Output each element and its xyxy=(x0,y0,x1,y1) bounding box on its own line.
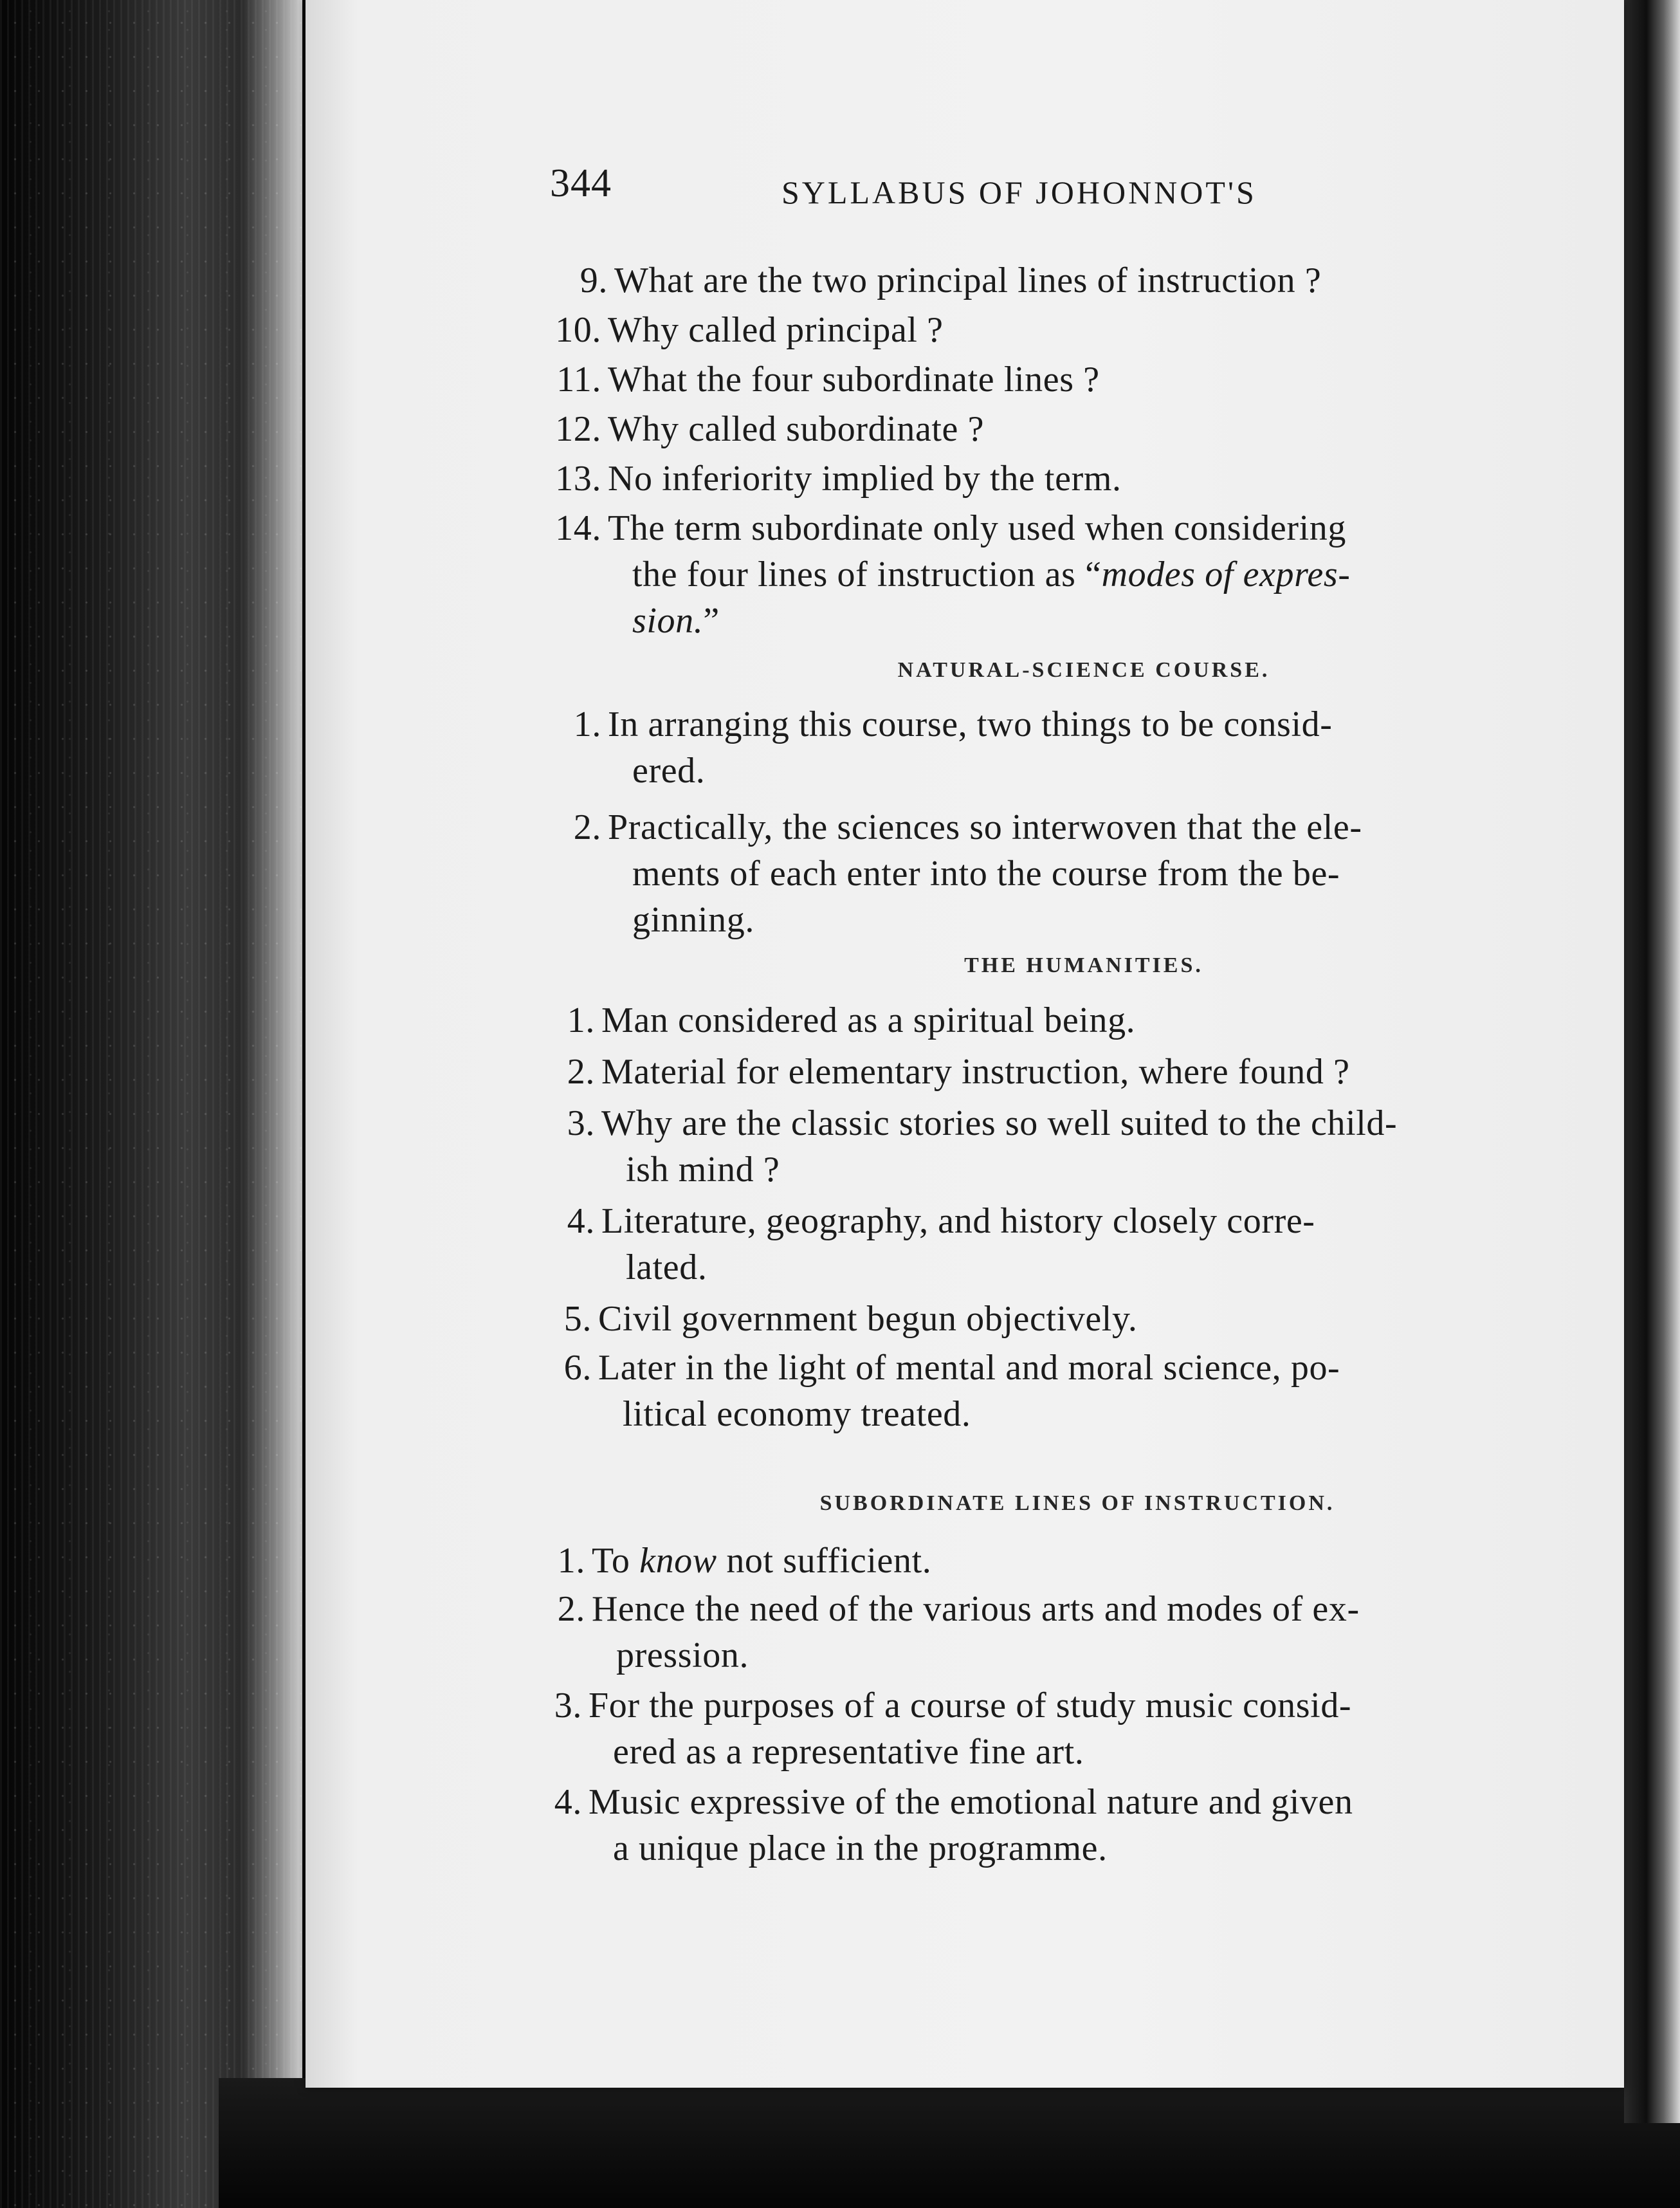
page-text xyxy=(306,0,1624,2088)
item-text: Hence the need of the various arts and modes of ex- xyxy=(592,1589,1360,1629)
item-text xyxy=(592,1538,1611,1584)
right-page-edge xyxy=(1624,0,1680,2123)
item-number: 3. xyxy=(554,1686,582,1725)
item-text-continued: ments of each enter into the course from the be- xyxy=(632,854,1340,894)
list-item xyxy=(556,356,1611,403)
item-number: 9. xyxy=(580,261,608,300)
item-text: Why called principal ? xyxy=(608,310,944,350)
item-number: 1. xyxy=(567,1000,595,1040)
list-item xyxy=(555,455,1611,502)
list-item xyxy=(557,1538,1611,1584)
item-text-continued: pression. xyxy=(616,1635,749,1675)
section-heading: THE HUMANITIES. xyxy=(964,953,1203,977)
list-item xyxy=(580,257,1618,304)
item-text: The term subordinate only used when considering xyxy=(608,508,1346,548)
list-item xyxy=(555,505,1611,644)
book-page xyxy=(306,0,1624,2088)
section-heading: SUBORDINATE LINES OF INSTRUCTION. xyxy=(819,1491,1335,1515)
item-text: Later in the light of mental and moral science, po- xyxy=(598,1348,1340,1388)
item-text: What are the two principal lines of instruction ? xyxy=(614,261,1322,300)
item-text-continued: ginning. xyxy=(632,900,754,940)
page-header xyxy=(550,161,1618,219)
page-bottom-shadow xyxy=(219,2078,1680,2208)
item-number: 10. xyxy=(555,310,601,350)
list-item xyxy=(567,1100,1611,1193)
list-item xyxy=(573,804,1611,943)
item-text-continued xyxy=(608,551,1611,598)
item-text: Material for elementary instruction, where found ? xyxy=(601,1052,1350,1092)
item-text: ” xyxy=(703,601,720,641)
list-item xyxy=(567,1198,1611,1291)
item-text: In arranging this course, two things to be consid- xyxy=(608,704,1333,744)
item-text: Man considered as a spiritual being. xyxy=(601,1000,1136,1040)
italic-phrase: sion. xyxy=(632,601,704,641)
item-text-continued: ered. xyxy=(632,751,706,791)
list-item xyxy=(563,1296,1611,1342)
item-text-part: not sufficient. xyxy=(717,1541,932,1581)
item-text-continued xyxy=(608,598,1611,644)
item-number: 4. xyxy=(567,1201,595,1241)
item-number: 1. xyxy=(557,1541,585,1581)
item-number: 3. xyxy=(567,1103,595,1143)
list-item xyxy=(567,1049,1611,1095)
italic-word: know xyxy=(639,1541,717,1581)
item-number: 4. xyxy=(554,1782,582,1822)
page-number: 344 xyxy=(550,161,612,205)
list-item xyxy=(563,1345,1611,1437)
item-number: 12. xyxy=(555,409,601,449)
item-number: 5. xyxy=(563,1299,592,1339)
item-text: For the purposes of a course of study music consid- xyxy=(589,1686,1352,1725)
italic-phrase: modes of expres- xyxy=(1101,555,1351,594)
book-edge-texture xyxy=(0,0,302,2208)
item-text: No inferiority implied by the term. xyxy=(608,459,1122,499)
item-text: Civil government begun objectively. xyxy=(598,1299,1138,1339)
item-text: Music expressive of the emotional nature and given xyxy=(589,1782,1353,1822)
item-number: 14. xyxy=(555,508,601,548)
item-number: 13. xyxy=(555,459,601,499)
item-number: 2. xyxy=(567,1052,595,1092)
item-text: Literature, geography, and history closely corre- xyxy=(601,1201,1315,1241)
list-item xyxy=(555,406,1611,452)
list-item xyxy=(557,1586,1611,1679)
item-text: the four lines of instruction as “ xyxy=(632,555,1102,594)
item-text: What the four subordinate lines ? xyxy=(608,360,1100,400)
section-heading: NATURAL-SCIENCE COURSE. xyxy=(897,658,1270,682)
item-number: 6. xyxy=(563,1348,592,1388)
item-number: 11. xyxy=(556,360,601,400)
item-text-part: To xyxy=(592,1541,640,1581)
item-text-continued: litical economy treated. xyxy=(623,1394,971,1434)
item-text-continued: a unique place in the programme. xyxy=(613,1828,1108,1868)
item-number: 2. xyxy=(573,807,601,847)
list-item xyxy=(554,1779,1611,1872)
item-text-continued: lated. xyxy=(626,1247,708,1287)
list-item xyxy=(554,1682,1611,1775)
running-title: SYLLABUS OF JOHONNOT'S xyxy=(781,174,1257,210)
list-item xyxy=(567,997,1611,1044)
item-number: 1. xyxy=(573,704,601,744)
item-text: Why are the classic stories so well suited to the child- xyxy=(601,1103,1398,1143)
item-text-continued: ish mind ? xyxy=(626,1150,780,1190)
list-item xyxy=(555,307,1611,353)
item-text-continued: ered as a representative fine art. xyxy=(613,1732,1084,1772)
item-text: Practically, the sciences so interwoven that the ele- xyxy=(608,807,1362,847)
item-number: 2. xyxy=(557,1589,585,1629)
item-text: Why called subordinate ? xyxy=(608,409,985,449)
list-item xyxy=(573,701,1611,794)
